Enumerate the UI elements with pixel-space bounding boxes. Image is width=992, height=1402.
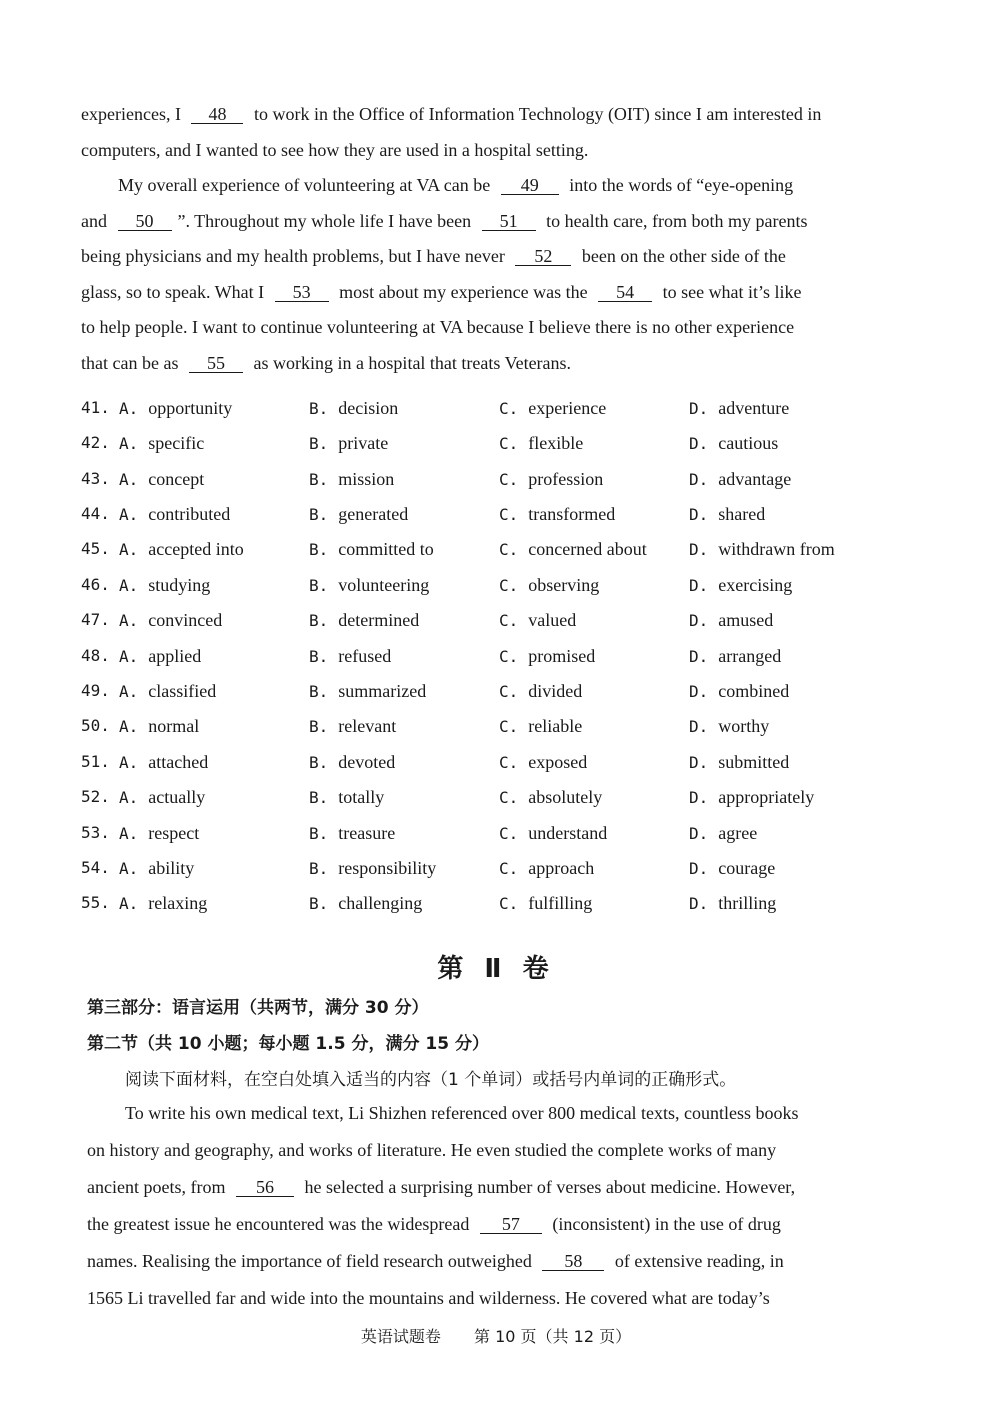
question-row: [81, 501, 861, 527]
option-text: relaxing: [148, 893, 208, 913]
text: ”. Throughout my whole life I have been: [177, 211, 472, 231]
blank-58[interactable]: 58: [542, 1252, 604, 1271]
option-text: submitted: [718, 752, 790, 772]
option-letter: A.: [119, 647, 139, 666]
option-c[interactable]: [499, 536, 647, 563]
blank-50: 50: [118, 212, 172, 231]
question-row: [81, 607, 861, 633]
option-c[interactable]: [499, 572, 599, 599]
option-letter: A.: [119, 434, 139, 453]
option-text: exercising: [718, 575, 793, 595]
text: My overall experience of volunteering at VA can be: [118, 175, 491, 195]
option-text: devoted: [338, 752, 396, 772]
option-c[interactable]: [499, 395, 606, 422]
option-letter: A.: [119, 753, 139, 772]
option-letter: C.: [499, 540, 519, 559]
option-letter: C.: [499, 859, 519, 878]
text: names. Realising the importance of field research outweighed: [87, 1251, 532, 1271]
blank-54: 54: [598, 283, 652, 302]
question-row: [81, 395, 861, 421]
option-letter: D.: [689, 894, 709, 913]
option-letter: B.: [309, 576, 329, 595]
option-letter: B.: [309, 540, 329, 559]
option-text: appropriately: [718, 787, 815, 807]
option-text: actually: [148, 787, 206, 807]
option-d[interactable]: [689, 536, 835, 563]
option-b[interactable]: [309, 749, 395, 776]
option-letter: B.: [309, 717, 329, 736]
option-b[interactable]: [309, 820, 395, 847]
option-c[interactable]: [499, 678, 582, 705]
question-row: [81, 643, 861, 669]
instruction-text: 阅读下面材料，在空白处填入适当的内容（1 个单词）或括号内单词的正确形式。: [125, 1070, 737, 1090]
option-letter: A.: [119, 611, 139, 630]
option-text: convinced: [148, 610, 223, 630]
passage-line: [81, 352, 841, 374]
option-text: normal: [148, 716, 200, 736]
option-d[interactable]: [689, 501, 765, 528]
question-number: 52.: [81, 787, 110, 806]
question-row: [81, 713, 861, 739]
option-text: determined: [338, 610, 420, 630]
option-d[interactable]: [689, 430, 778, 457]
option-a[interactable]: [119, 607, 222, 634]
option-b[interactable]: [309, 466, 394, 493]
option-text: private: [338, 433, 389, 453]
passage-line: [87, 1250, 847, 1272]
option-letter: A.: [119, 824, 139, 843]
option-letter: B.: [309, 470, 329, 489]
option-letter: B.: [309, 399, 329, 418]
option-a[interactable]: [119, 536, 244, 563]
option-text: agree: [718, 823, 758, 843]
passage-line: computers, and I wanted to see how they are used in a hospital setting.: [81, 140, 589, 160]
option-letter: B.: [309, 753, 329, 772]
option-text: exposed: [528, 752, 588, 772]
option-b[interactable]: [309, 678, 426, 705]
option-text: respect: [148, 823, 200, 843]
option-text: thrilling: [718, 893, 777, 913]
option-c[interactable]: [499, 820, 607, 847]
option-text: mission: [338, 469, 395, 489]
option-text: transformed: [528, 504, 616, 524]
option-a[interactable]: [119, 678, 216, 705]
option-b[interactable]: [309, 430, 388, 457]
passage-line: [118, 174, 878, 196]
option-b[interactable]: [309, 501, 408, 528]
option-text: fulfilling: [528, 893, 593, 913]
option-letter: C.: [499, 576, 519, 595]
option-letter: D.: [689, 399, 709, 418]
option-a[interactable]: [119, 713, 199, 740]
option-d[interactable]: [689, 607, 773, 634]
option-a[interactable]: [119, 430, 204, 457]
option-letter: D.: [689, 576, 709, 595]
option-c[interactable]: [499, 749, 587, 776]
blank-56[interactable]: 56: [236, 1178, 294, 1197]
option-text: relevant: [338, 716, 397, 736]
option-text: summarized: [338, 681, 427, 701]
passage-line: [81, 103, 841, 125]
option-text: understand: [528, 823, 608, 843]
option-letter: B.: [309, 647, 329, 666]
option-letter: D.: [689, 470, 709, 489]
blank-48: 48: [191, 105, 243, 124]
option-text: cautious: [718, 433, 779, 453]
option-text: withdrawn from: [718, 539, 835, 559]
option-a[interactable]: [119, 890, 207, 917]
text: being physicians and my health problems, but I have never: [81, 246, 505, 266]
option-d[interactable]: [689, 820, 757, 847]
text: to health care, from both my parents: [546, 211, 808, 231]
blank-51: 51: [482, 212, 536, 231]
option-a[interactable]: [119, 820, 199, 847]
question-row: [81, 536, 861, 562]
option-text: flexible: [528, 433, 584, 453]
option-letter: D.: [689, 682, 709, 701]
question-row: [81, 820, 861, 846]
option-b[interactable]: [309, 536, 434, 563]
option-d[interactable]: [689, 749, 789, 776]
option-letter: A.: [119, 505, 139, 524]
option-letter: D.: [689, 434, 709, 453]
blank-57[interactable]: 57: [480, 1215, 542, 1234]
question-number: 47.: [81, 610, 110, 629]
option-letter: B.: [309, 434, 329, 453]
option-text: ability: [148, 858, 195, 878]
part-heading: 第三部分：语言运用（共两节，满分 30 分）: [87, 998, 429, 1018]
option-d[interactable]: [689, 572, 792, 599]
question-row: [81, 784, 861, 810]
option-letter: A.: [119, 682, 139, 701]
blank-53: 53: [275, 283, 329, 302]
option-letter: C.: [499, 505, 519, 524]
option-text: adventure: [718, 398, 790, 418]
option-letter: D.: [689, 824, 709, 843]
option-a[interactable]: [119, 643, 201, 670]
option-letter: C.: [499, 894, 519, 913]
option-d[interactable]: [689, 855, 775, 882]
option-text: challenging: [338, 893, 423, 913]
option-letter: A.: [119, 399, 139, 418]
text: as working in a hospital that treats Veterans.: [253, 353, 572, 373]
blank-52: 52: [515, 247, 571, 266]
option-text: committed to: [338, 539, 434, 559]
text: and: [81, 211, 107, 231]
option-c[interactable]: [499, 784, 602, 811]
option-b[interactable]: [309, 784, 384, 811]
option-letter: B.: [309, 611, 329, 630]
option-text: generated: [338, 504, 409, 524]
footer-subject: 英语试题卷: [360, 1327, 441, 1346]
blank-49: 49: [501, 176, 559, 195]
question-number: 42.: [81, 433, 110, 452]
question-number: 43.: [81, 469, 110, 488]
option-letter: B.: [309, 894, 329, 913]
question-row: [81, 466, 861, 492]
option-d[interactable]: [689, 643, 781, 670]
option-letter: A.: [119, 894, 139, 913]
option-letter: D.: [689, 647, 709, 666]
question-number: 45.: [81, 539, 110, 558]
option-text: treasure: [338, 823, 396, 843]
option-b[interactable]: [309, 643, 391, 670]
option-b[interactable]: [309, 713, 396, 740]
option-letter: B.: [309, 859, 329, 878]
option-letter: D.: [689, 505, 709, 524]
option-text: promised: [528, 646, 596, 666]
question-number: 50.: [81, 716, 110, 735]
option-letter: C.: [499, 788, 519, 807]
option-letter: C.: [499, 399, 519, 418]
option-text: decision: [338, 398, 399, 418]
question-number: 54.: [81, 858, 110, 877]
option-text: applied: [148, 646, 202, 666]
option-letter: D.: [689, 540, 709, 559]
text: he selected a surprising number of verses about medicine. However,: [304, 1177, 796, 1197]
section-heading: 第二节（共 10 小题；每小题 1.5 分，满分 15 分）: [87, 1034, 489, 1054]
option-d[interactable]: [689, 466, 791, 493]
option-letter: B.: [309, 788, 329, 807]
option-a[interactable]: [119, 466, 204, 493]
text: to see what it’s like: [662, 282, 802, 302]
option-text: responsibility: [338, 858, 437, 878]
option-letter: C.: [499, 824, 519, 843]
option-a[interactable]: [119, 749, 208, 776]
text: experiences, I: [81, 104, 181, 124]
passage-line: [87, 1213, 847, 1235]
passage-line: [81, 210, 841, 232]
option-text: volunteering: [338, 575, 430, 595]
question-number: 41.: [81, 398, 110, 417]
option-letter: C.: [499, 753, 519, 772]
option-b[interactable]: [309, 855, 436, 882]
question-number: 46.: [81, 575, 110, 594]
passage-line: [81, 245, 841, 267]
option-letter: A.: [119, 470, 139, 489]
option-b[interactable]: [309, 572, 429, 599]
option-letter: C.: [499, 470, 519, 489]
option-a[interactable]: [119, 572, 210, 599]
option-c[interactable]: [499, 466, 603, 493]
option-letter: B.: [309, 505, 329, 524]
option-text: reliable: [528, 716, 583, 736]
option-text: absolutely: [528, 787, 603, 807]
option-letter: C.: [499, 717, 519, 736]
option-a[interactable]: [119, 395, 232, 422]
option-text: totally: [338, 787, 385, 807]
option-a[interactable]: [119, 501, 230, 528]
option-b[interactable]: [309, 395, 398, 422]
text: into the words of “eye-opening: [569, 175, 794, 195]
option-c[interactable]: [499, 430, 583, 457]
option-letter: D.: [689, 717, 709, 736]
option-a[interactable]: [119, 784, 205, 811]
option-letter: B.: [309, 682, 329, 701]
option-letter: C.: [499, 647, 519, 666]
option-d[interactable]: [689, 678, 789, 705]
option-letter: A.: [119, 788, 139, 807]
option-letter: D.: [689, 611, 709, 630]
question-row: [81, 678, 861, 704]
option-text: advantage: [718, 469, 792, 489]
question-number: 51.: [81, 752, 110, 771]
option-letter: A.: [119, 576, 139, 595]
option-text: concept: [148, 469, 205, 489]
option-c[interactable]: [499, 643, 595, 670]
passage-line: [81, 281, 841, 303]
text: glass, so to speak. What I: [81, 282, 265, 302]
option-c[interactable]: [499, 890, 592, 917]
option-letter: D.: [689, 788, 709, 807]
option-d[interactable]: [689, 395, 789, 422]
text: (inconsistent) in the use of drug: [552, 1214, 781, 1234]
passage-line: on history and geography, and works of literature. He even studied the complete works of many: [87, 1140, 777, 1160]
option-text: classified: [148, 681, 217, 701]
question-row: [81, 430, 861, 456]
option-text: studying: [148, 575, 211, 595]
option-text: specific: [148, 433, 205, 453]
volume-title: 第 Ⅱ 卷: [437, 954, 555, 984]
option-c[interactable]: [499, 501, 615, 528]
question-number: 44.: [81, 504, 110, 523]
text: to work in the Office of Information Technology (OIT) since I am interested in: [253, 104, 822, 124]
passage-line: [87, 1176, 847, 1198]
option-text: opportunity: [148, 398, 233, 418]
option-text: courage: [718, 858, 776, 878]
option-text: concerned about: [528, 539, 647, 559]
option-b[interactable]: [309, 607, 419, 634]
option-text: attached: [148, 752, 209, 772]
option-text: combined: [718, 681, 790, 701]
option-text: divided: [528, 681, 583, 701]
text: most about my experience was the: [339, 282, 588, 302]
option-b[interactable]: [309, 890, 422, 917]
text: the greatest issue he encountered was the widespread: [87, 1214, 470, 1234]
question-number: 48.: [81, 646, 110, 665]
option-c[interactable]: [499, 855, 594, 882]
footer-page-number: 第 10 页（共 12 页）: [474, 1327, 632, 1346]
passage-line: 1565 Li travelled far and wide into the mountains and wilderness. He covered what are today’s: [87, 1288, 770, 1308]
option-d[interactable]: [689, 713, 769, 740]
option-a[interactable]: [119, 855, 194, 882]
question-number: 49.: [81, 681, 110, 700]
text: been on the other side of the: [581, 246, 786, 266]
passage-line: To write his own medical text, Li Shizhen referenced over 800 medical texts, countless books: [125, 1103, 799, 1123]
option-text: amused: [718, 610, 774, 630]
option-c[interactable]: [499, 607, 576, 634]
text: that can be as: [81, 353, 179, 373]
option-text: accepted into: [148, 539, 244, 559]
option-text: approach: [528, 858, 595, 878]
option-d[interactable]: [689, 784, 814, 811]
page-footer: [0, 1324, 992, 1347]
question-row: [81, 572, 861, 598]
option-letter: C.: [499, 611, 519, 630]
option-letter: B.: [309, 824, 329, 843]
option-letter: C.: [499, 682, 519, 701]
option-letter: D.: [689, 859, 709, 878]
option-text: worthy: [718, 716, 770, 736]
passage-line: to help people. I want to continue volunteering at VA because I believe there is no other experience: [81, 317, 795, 337]
blank-55: 55: [189, 354, 243, 373]
question-number: 53.: [81, 823, 110, 842]
option-c[interactable]: [499, 713, 582, 740]
text: ancient poets, from: [87, 1177, 226, 1197]
option-d[interactable]: [689, 890, 776, 917]
option-letter: D.: [689, 753, 709, 772]
option-text: experience: [528, 398, 607, 418]
option-text: refused: [338, 646, 392, 666]
question-number: 55.: [81, 893, 110, 912]
option-letter: A.: [119, 540, 139, 559]
option-letter: A.: [119, 859, 139, 878]
option-text: contributed: [148, 504, 231, 524]
option-letter: A.: [119, 717, 139, 736]
question-row: [81, 855, 861, 881]
option-text: observing: [528, 575, 600, 595]
question-row: [81, 890, 861, 916]
option-text: shared: [718, 504, 766, 524]
text: of extensive reading, in: [614, 1251, 784, 1271]
option-text: arranged: [718, 646, 782, 666]
question-row: [81, 749, 861, 775]
option-text: valued: [528, 610, 577, 630]
option-letter: C.: [499, 434, 519, 453]
option-text: profession: [528, 469, 604, 489]
